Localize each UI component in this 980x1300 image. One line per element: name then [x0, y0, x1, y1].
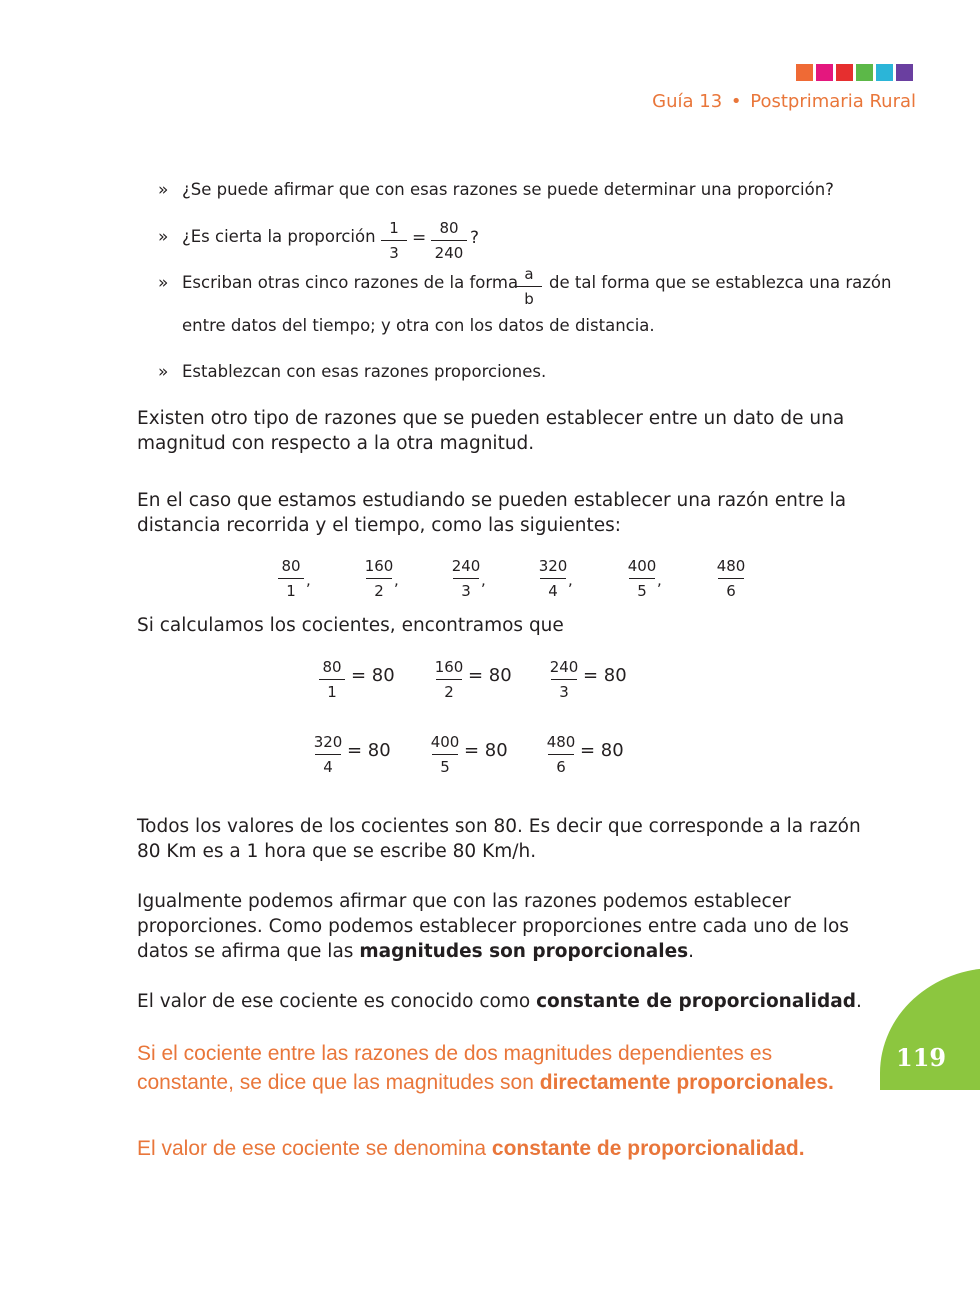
fraction-numerator: 80: [439, 219, 459, 237]
quotient-fraction: [549, 659, 579, 701]
bullet-question-4: Establezcan con esas razones proporciones.: [182, 362, 547, 381]
header-separator: •: [730, 91, 742, 112]
equals-sign: =: [412, 228, 427, 248]
quotient-result: = 80: [580, 740, 624, 761]
ratio-separator: ,: [394, 571, 399, 589]
ratio-fraction: [538, 558, 568, 600]
paragraph-all-values: Todos los valores de los cocientes son 80. Es decir que corresponde a la razón 80 Km es a 1 hora que se escribe 80 Km/h.: [137, 816, 861, 862]
color-square-3: [836, 64, 853, 81]
fraction-numerator: a: [524, 265, 534, 283]
page-number: 119: [896, 1043, 947, 1072]
fraction-denominator: 2: [374, 582, 384, 600]
quotient-result: = 80: [464, 740, 508, 761]
fraction-numerator: 160: [434, 658, 464, 676]
fraction-a-b: [515, 266, 543, 308]
bullet-marker: »: [158, 273, 169, 293]
fraction-numerator: 480: [716, 557, 746, 575]
paragraph-end: .: [688, 941, 695, 962]
color-square-5: [876, 64, 893, 81]
fraction-bar: [629, 578, 655, 579]
fraction-denominator: 4: [323, 758, 333, 776]
color-square-2: [816, 64, 833, 81]
bullet-question-1: ¿Se puede afirmar que con esas razones se puede determinar una proporción?: [182, 180, 834, 199]
fraction-numerator: 240: [549, 658, 579, 676]
ratio-fraction: [276, 558, 306, 600]
fraction-bar: [540, 578, 566, 579]
fraction-numerator: 1: [389, 219, 399, 237]
definition-text: Si el cociente entre las razones de dos magnitudes dependientes es constante, se dice que las magnitudes son: [137, 1042, 773, 1094]
bullet-question-3-part1: Escriban otras cinco razones de la forma: [182, 273, 519, 292]
fraction-bar: [436, 679, 462, 680]
fraction-bar: [431, 240, 467, 241]
fraction-denominator: 6: [726, 582, 736, 600]
quotient-fraction: [313, 734, 343, 776]
fraction-denominator: 1: [327, 683, 337, 701]
fraction-denominator: 5: [637, 582, 647, 600]
fraction-numerator: 80: [281, 557, 301, 575]
definition-bold: constante de proporcionalidad.: [491, 1137, 805, 1160]
bullet-question-3-part2: de tal forma que se establezca una razón: [549, 273, 892, 292]
fraction-numerator: 320: [538, 557, 568, 575]
fraction-80-240: [430, 220, 468, 262]
quotient-result: = 80: [351, 665, 395, 686]
fraction-denominator: 2: [444, 683, 454, 701]
bullet-marker: »: [158, 227, 169, 247]
fraction-denominator: 4: [548, 582, 558, 600]
bold-term: constante de proporcionalidad: [536, 991, 856, 1012]
header-program: Postprimaria Rural: [750, 91, 916, 112]
fraction-bar: [453, 578, 479, 579]
fraction-bar: [432, 754, 458, 755]
ratio-separator: ,: [481, 571, 486, 589]
fraction-one-third: [380, 220, 408, 262]
quotient-fraction: [317, 659, 347, 701]
ratio-fraction: [364, 558, 394, 600]
fraction-denominator: 3: [389, 244, 399, 262]
definition-constant: [137, 1134, 857, 1163]
header-title: [652, 91, 916, 112]
fraction-numerator: 480: [546, 733, 576, 751]
fraction-numerator: 240: [451, 557, 481, 575]
header-guide: Guía 13: [652, 91, 723, 112]
quotient-fraction: [434, 659, 464, 701]
color-square-4: [856, 64, 873, 81]
quotient-fraction: [546, 734, 576, 776]
definition-direct-proportional: [137, 1039, 857, 1097]
question-mark: ?: [470, 228, 480, 248]
fraction-bar: [278, 578, 304, 579]
fraction-denominator: 3: [461, 582, 471, 600]
paragraph-quotients: Si calculamos los cocientes, encontramos que: [137, 615, 564, 636]
fraction-denominator: 240: [434, 244, 464, 262]
ratio-fraction: [716, 558, 746, 600]
header-color-bar: [796, 64, 913, 81]
ratio-fraction: [451, 558, 481, 600]
fraction-denominator: 1: [286, 582, 296, 600]
fraction-bar: [319, 679, 345, 680]
ratio-fraction: [627, 558, 657, 600]
paragraph-proportional-magnitudes: [137, 889, 882, 964]
bold-term: magnitudes son proporcionales: [359, 941, 689, 962]
quotient-result: = 80: [583, 665, 627, 686]
quotient-result: = 80: [347, 740, 391, 761]
paragraph-end: .: [855, 991, 862, 1012]
quotient-result: = 80: [468, 665, 512, 686]
ratio-separator: ,: [568, 571, 573, 589]
bullet-question-2: ¿Es cierta la proporción: [182, 227, 376, 246]
bullet-marker: »: [158, 180, 169, 200]
fraction-numerator: 160: [364, 557, 394, 575]
quotient-fraction: [430, 734, 460, 776]
fraction-bar: [551, 679, 577, 680]
definition-text: El valor de ese cociente se denomina: [137, 1137, 492, 1160]
fraction-bar: [516, 286, 542, 287]
color-square-6: [896, 64, 913, 81]
fraction-numerator: 320: [313, 733, 343, 751]
fraction-denominator: b: [524, 290, 534, 308]
fraction-bar: [315, 754, 341, 755]
paragraph-text: El valor de ese cociente es conocido como: [137, 991, 537, 1012]
fraction-numerator: 400: [430, 733, 460, 751]
paragraph-other-ratios: Existen otro tipo de razones que se pueden establecer entre un dato de una magnitud con respecto a la otra magnitud.: [137, 408, 845, 454]
bullet-marker: »: [158, 362, 169, 382]
paragraph-text: Igualmente podemos afirmar que con las razones podemos establecer proporciones. Como podemos establecer proporciones entre cada uno de los datos se afirma que las: [137, 891, 849, 962]
fraction-numerator: 80: [322, 658, 342, 676]
fraction-bar: [366, 578, 392, 579]
paragraph-constant: [137, 989, 882, 1014]
bullet-question-3-part3: entre datos del tiempo; y otra con los datos de distancia.: [182, 316, 655, 335]
fraction-bar: [381, 240, 407, 241]
fraction-denominator: 6: [556, 758, 566, 776]
fraction-numerator: 400: [627, 557, 657, 575]
color-square-1: [796, 64, 813, 81]
fraction-bar: [548, 754, 574, 755]
fraction-denominator: 3: [559, 683, 569, 701]
definition-bold: directamente proporcionales.: [539, 1071, 834, 1094]
fraction-denominator: 5: [440, 758, 450, 776]
ratio-separator: ,: [657, 571, 662, 589]
ratio-separator: ,: [306, 571, 311, 589]
fraction-bar: [718, 578, 744, 579]
paragraph-distance-time: En el caso que estamos estudiando se pueden establecer una razón entre la distancia recorrida y el tiempo, como las siguientes:: [137, 490, 847, 536]
